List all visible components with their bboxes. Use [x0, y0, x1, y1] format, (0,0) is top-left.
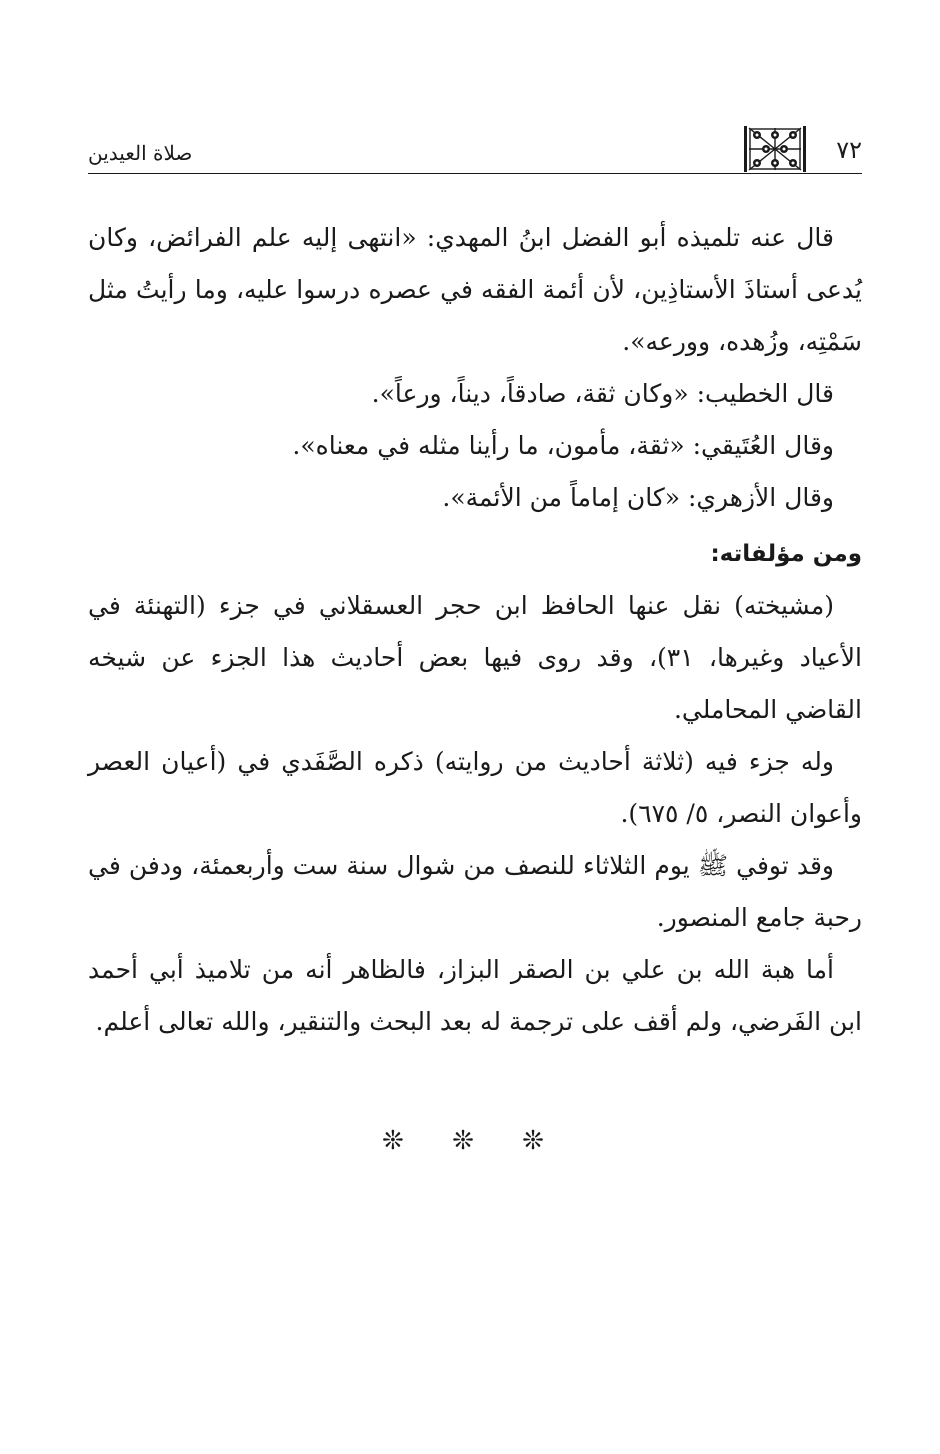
- section-separator: [0, 1126, 940, 1156]
- paragraph-juz: وله جزء فيه (ثلاثة أحاديث من روايته) ذكره الصَّفَدي في (أعيان العصر وأعوان النصر، ٥/ ٦٧٥).: [88, 747, 862, 828]
- page-header: [88, 126, 862, 176]
- quote-khatib: قال الخطيب: «وكان ثقة، صادقاً، ديناً، ورعاً».: [371, 379, 834, 408]
- paragraph-mashyakha: (مشيخته) نقل عنها الحافظ ابن حجر العسقلاني في جزء (التهنئة في الأعياد وغيرها، ٣١)، وقد روى فيها بعض أحاديث هذا الجزء عن شيخه القاضي المحاملي.: [88, 591, 863, 724]
- running-title: صلاة العيدين: [88, 141, 193, 165]
- section-heading-works: ومن مؤلفاته:: [710, 541, 862, 567]
- header-rule: [88, 173, 862, 174]
- paragraph-death: وقد توفي ﷺ يوم الثلاثاء للنصف من شوال سنة ست وأربعمئة، ودفن في رحبة جامع المنصور.: [88, 851, 862, 932]
- page-number: ٧٢: [836, 136, 862, 164]
- quote-atiqi: وقال العُتَيقي: «ثقة، مأمون، ما رأينا مثله في معناه».: [292, 431, 834, 460]
- paragraph-hibatullah: أما هبة الله بن علي بن الصقر البزاز، فالظاهر أنه من تلاميذ أبي أحمد ابن الفَرضي، ولم أقف على ترجمة له بعد البحث والتنقير، والله تعالى أعلم.: [88, 955, 862, 1036]
- separator-star-icon: ❊: [382, 1126, 418, 1156]
- quote-azhari: وقال الأزهري: «كان إماماً من الأئمة».: [442, 483, 834, 512]
- page-body: [88, 212, 862, 1048]
- paragraph-mahdi-quote: قال عنه تلميذه أبو الفضل ابنُ المهدي: «انتهى إليه علم الفرائض، وكان يُدعى أستاذَ الأستاذِين، لأن أئمة الفقه في عصره درسوا عليه، وما رأيتُ مثل سَمْتِه، وزُهده، وورعه».: [88, 223, 862, 356]
- separator-star-icon: ❊: [452, 1126, 488, 1156]
- separator-star-icon: ❊: [522, 1126, 558, 1156]
- ornament-icon: [744, 126, 806, 172]
